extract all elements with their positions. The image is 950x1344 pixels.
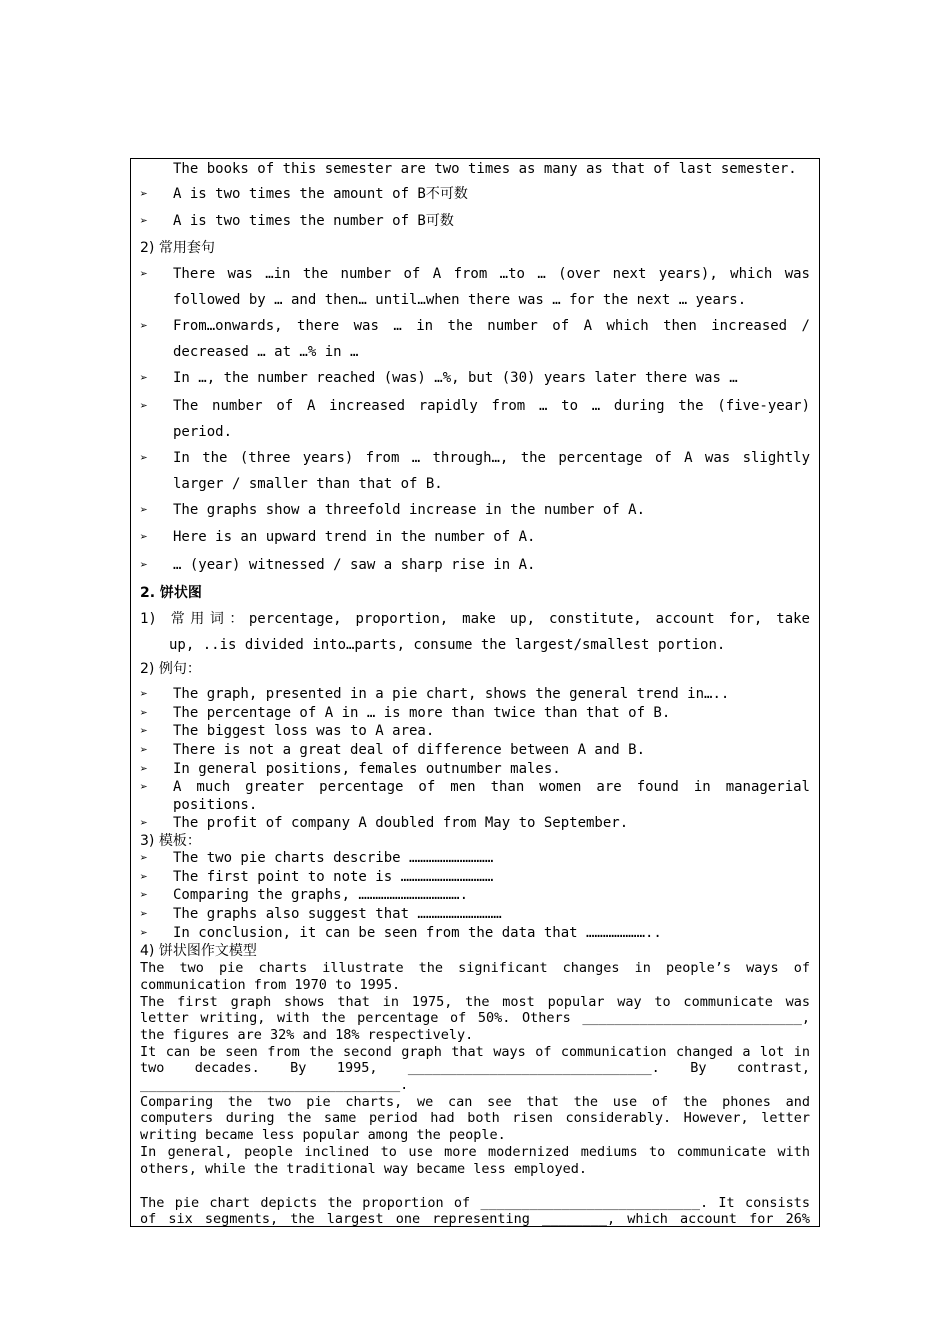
bullet-icon: ➢ [140,851,148,866]
phrase-text: … (year) witnessed / saw a sharp rise in A. [173,557,536,573]
bullet-icon: ➢ [140,780,148,795]
bullet-icon: ➢ [140,816,148,831]
example-text: A much greater percentage of men than women are found in managerial [173,779,810,795]
bullet-icon: ➢ [140,706,148,721]
common-words-text-cont: up, ..is divided into…parts, consume the largest/smallest portion. [169,637,726,653]
model-essay-line: The first graph shows that in 1975, the most popular way to communicate was [140,994,810,1010]
subheading-template: 3) 模板： [140,833,201,849]
model-essay-line: It can be seen from the second graph that ways of communication changed a lot in [140,1044,810,1060]
common-words-text: 1) 常用词：percentage, proportion, make up, constitute, account for, take [140,611,810,627]
bullet-icon: ➢ [140,888,148,903]
bullet-icon: ➢ [140,762,148,777]
subheading-model-essay: 4) 饼状图作文模型 [140,943,257,959]
model-essay-line: The two pie charts illustrate the significant changes in people’s ways of [140,960,810,976]
bullet-icon: ➢ [140,371,148,386]
phrase-text: There was …in the number of A from …to … (over next years), which was [173,266,810,282]
section-title-pie-chart: 2. 饼状图 [140,585,202,601]
bullet-text: A is two times the number of B可数 [173,213,454,229]
phrase-text: In the (three years) from … through…, the percentage of A was slightly [173,450,810,466]
example-text: The percentage of A in … is more than twice than that of B. [173,705,671,721]
bullet-icon: ➢ [140,907,148,922]
model-essay-line: two decades. By 1995, ______________________________. By contrast, [140,1060,810,1076]
model-essay-line: ________________________________. [140,1077,409,1093]
subheading-phrases: 2) 常用套句 [140,240,215,256]
phrase-text: From…onwards, there was … in the number of A which then increased / [173,318,810,334]
example-text: The biggest loss was to A area. [173,723,435,739]
bullet-icon: ➢ [140,724,148,739]
example-text: The profit of company A doubled from May to September. [173,815,629,831]
template-text: The two pie charts describe ………………………… [173,850,494,866]
bullet-icon: ➢ [140,451,148,466]
template-text: Comparing the graphs, ………………………………. [173,887,469,903]
model-essay-line: Comparing the two pie charts, we can see that the use of the phones and [140,1094,810,1110]
bullet-icon: ➢ [140,558,148,573]
model-essay-line: the figures are 32% and 18% respectively. [140,1027,474,1043]
bullet-icon: ➢ [140,319,148,334]
phrase-text: The graphs show a threefold increase in the number of A. [173,502,646,518]
model-essay-line: communication from 1970 to 1995. [140,977,401,993]
template-text: The graphs also suggest that ………………………… [173,906,502,922]
example-text-cont: positions. [173,797,258,813]
intro-line: The books of this semester are two times as many as that of last semester. [173,161,797,177]
phrase-text: The number of A increased rapidly from … to … during the (five-year) [173,398,810,414]
model-essay-line: others, while the traditional way became less employed. [140,1161,588,1177]
bullet-icon: ➢ [140,187,148,202]
phrase-text: Here is an upward trend in the number of A. [173,529,536,545]
bullet-icon: ➢ [140,870,148,885]
template-text: The first point to note is …………………………… [173,869,494,885]
bullet-icon: ➢ [140,530,148,545]
bullet-icon: ➢ [140,503,148,518]
bullet-icon: ➢ [140,926,148,941]
bullet-icon: ➢ [140,743,148,758]
bullet-icon: ➢ [140,687,148,702]
model-essay-line: writing became less popular among the people. [140,1127,506,1143]
example-text: There is not a great deal of difference between A and B. [173,742,646,758]
document-table-cell [130,158,820,1227]
model-essay-line: letter writing, with the percentage of 50%. Others ___________________________, [140,1010,810,1026]
model-essay-line: computers during the same period had both risen considerably. However, letter [140,1110,810,1126]
bullet-icon: ➢ [140,399,148,414]
example-text: In general positions, females outnumber males. [173,761,561,777]
model-essay-line: of six segments, the largest one representing ________, which account for 26% [140,1211,810,1227]
phrase-text-cont: followed by … and then… until…when there was … for the next … years. [173,292,747,308]
bullet-icon: ➢ [140,214,148,229]
phrase-text-cont: decreased … at …% in … [173,344,359,360]
bullet-icon: ➢ [140,267,148,282]
template-text: In conclusion, it can be seen from the data that ………………….. [173,925,662,941]
example-text: The graph, presented in a pie chart, shows the general trend in….. [173,686,730,702]
phrase-text-cont: period. [173,424,233,440]
model-essay-line: In general, people inclined to use more modernized mediums to communicate with [140,1144,810,1160]
model-essay-line: The pie chart depicts the proportion of ___________________________. It consists [140,1195,810,1211]
bullet-text: A is two times the amount of B不可数 [173,186,468,202]
phrase-text-cont: larger / smaller than that of B. [173,476,443,492]
subheading-examples: 2) 例句： [140,661,201,677]
phrase-text: In …, the number reached (was) …%, but (30) years later there was … [173,370,738,386]
